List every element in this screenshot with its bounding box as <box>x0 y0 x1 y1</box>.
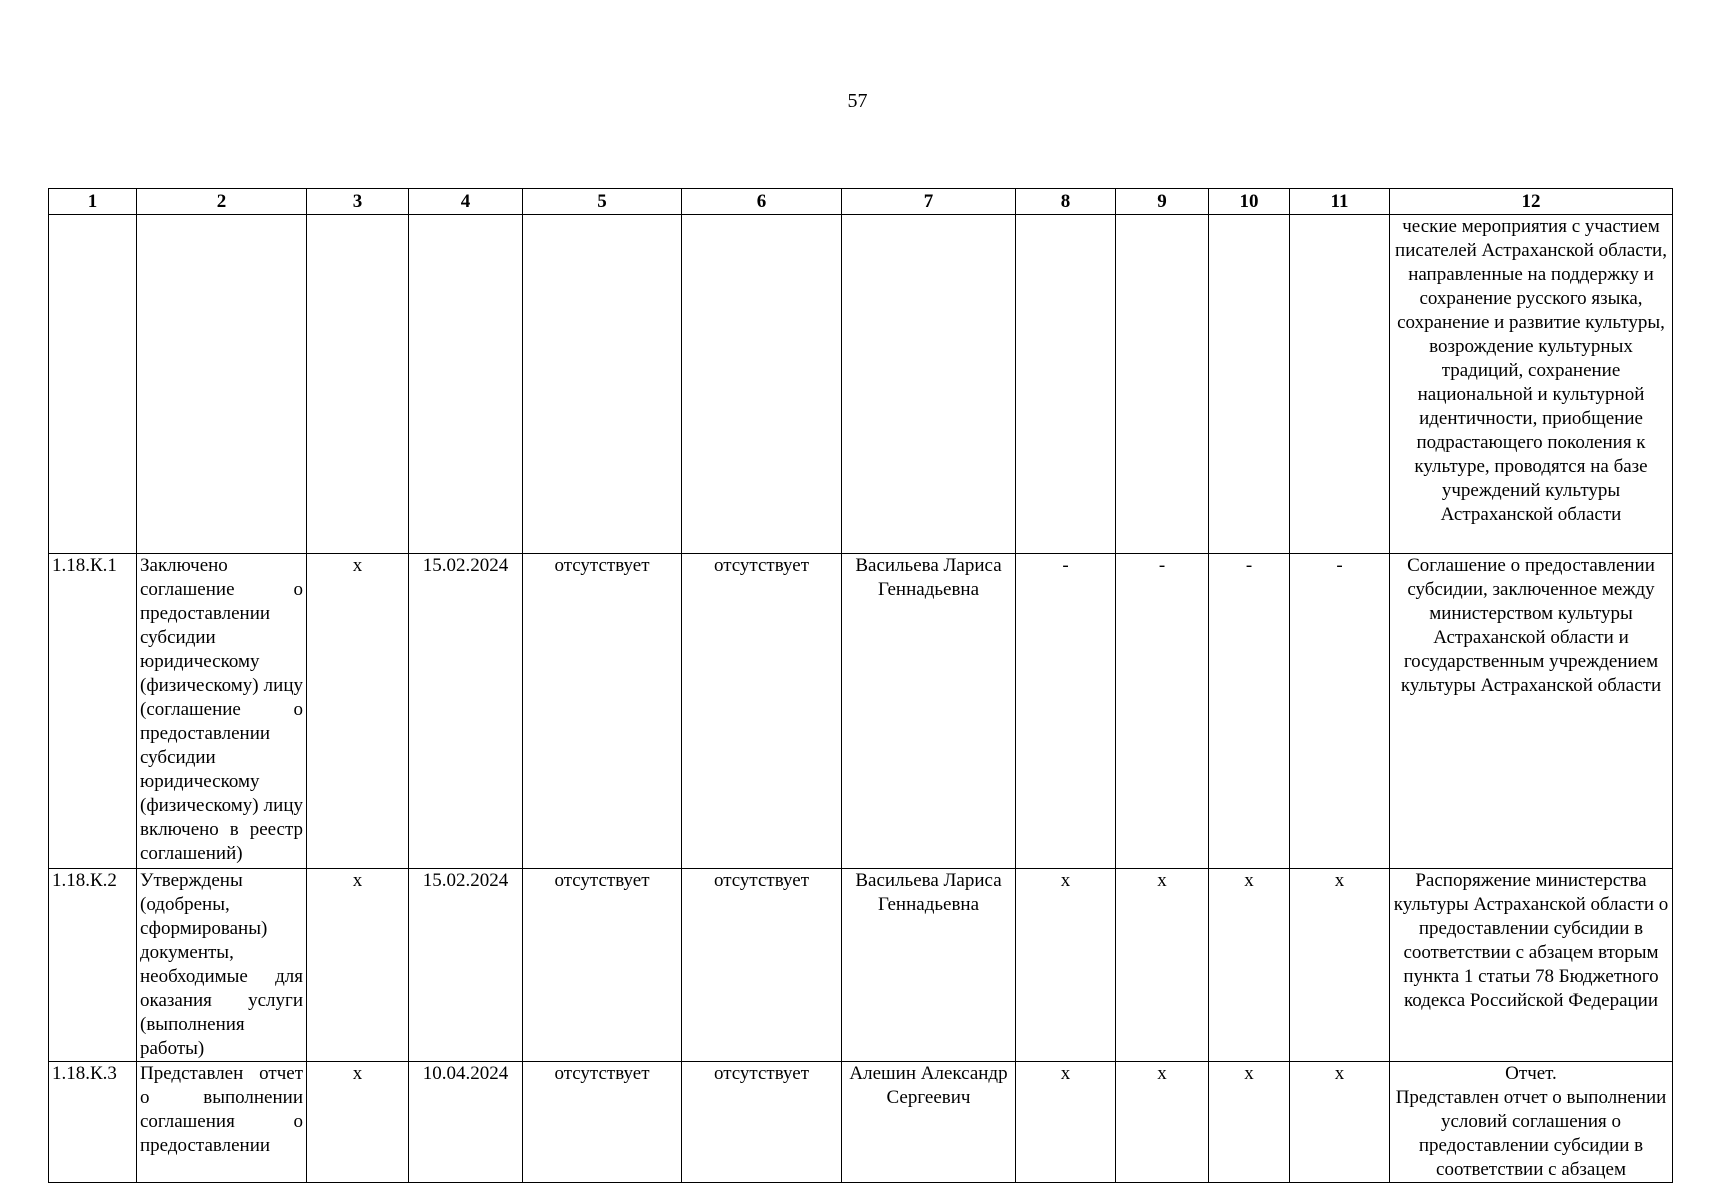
col9-cell <box>1116 215 1209 554</box>
col8-cell: - <box>1016 554 1116 869</box>
col5-cell: отсутствует <box>523 554 682 869</box>
column-header: 10 <box>1209 189 1290 215</box>
header-row <box>49 189 1673 215</box>
col3-cell: x <box>307 869 409 1062</box>
col11-cell: - <box>1290 554 1390 869</box>
col8-cell: x <box>1016 1062 1116 1183</box>
date-cell: 10.04.2024 <box>409 1062 523 1183</box>
result-cell: Соглашение о предоставлении субсидии, заключенное между министерством культуры Астраханской области и государственным учреждением культуры Астраханской области <box>1390 554 1673 869</box>
table-row <box>49 869 1673 1062</box>
column-header: 1 <box>49 189 137 215</box>
col3-cell: x <box>307 1062 409 1183</box>
table-row <box>49 554 1673 869</box>
column-header: 6 <box>682 189 842 215</box>
column-header: 12 <box>1390 189 1673 215</box>
row-id-cell: 1.18.К.1 <box>49 554 137 869</box>
responsible-cell: Васильева Лариса Геннадьевна <box>842 869 1016 1062</box>
row-id-cell: 1.18.К.3 <box>49 1062 137 1183</box>
col9-cell: x <box>1116 869 1209 1062</box>
result-cell: Отчет. Представлен отчет о выполнении условий соглашения о предоставлении субсидии в соответствии с абзацем <box>1390 1062 1673 1183</box>
column-header: 8 <box>1016 189 1116 215</box>
col11-cell: x <box>1290 1062 1390 1183</box>
table-row <box>49 215 1673 554</box>
table-row <box>49 1062 1673 1183</box>
row-id-cell <box>49 215 137 554</box>
responsible-cell: Алешин Александр Сергеевич <box>842 1062 1016 1183</box>
description-cell: Заключено соглашение о предоставлении субсидии юридическому (физическому) лицу (соглашение о предоставлении субсидии юридическому (физическому) лицу включено в реестр соглашений) <box>137 554 307 869</box>
col6-cell <box>682 215 842 554</box>
column-header: 11 <box>1290 189 1390 215</box>
col8-cell <box>1016 215 1116 554</box>
col6-cell: отсутствует <box>682 554 842 869</box>
column-header: 2 <box>137 189 307 215</box>
col8-cell: x <box>1016 869 1116 1062</box>
col6-cell: отсутствует <box>682 869 842 1062</box>
date-cell <box>409 215 523 554</box>
col6-cell: отсутствует <box>682 1062 842 1183</box>
col3-cell <box>307 215 409 554</box>
col3-cell: x <box>307 554 409 869</box>
column-header: 3 <box>307 189 409 215</box>
activity-table <box>48 188 1673 1183</box>
col5-cell: отсутствует <box>523 1062 682 1183</box>
page-number: 57 <box>847 90 868 112</box>
description-cell: Утверждены (одобрены, сформированы) документы, необходимые для оказания услуги (выполнения работы) <box>137 869 307 1062</box>
col5-cell <box>523 215 682 554</box>
date-cell: 15.02.2024 <box>409 869 523 1062</box>
col10-cell: - <box>1209 554 1290 869</box>
col10-cell <box>1209 215 1290 554</box>
col9-cell: - <box>1116 554 1209 869</box>
description-cell <box>137 215 307 554</box>
result-cell: ческие мероприятия с участием писателей Астраханской области, направленные на поддержку и сохранение русского языка, сохранение и развитие культуры, возрождение культурных традиций, сохранение национальной и культурной идентичности, приобщение подрастающего поколения к культуре, проводятся на базе учреждений культуры Астраханской области <box>1390 215 1673 554</box>
result-cell: Распоряжение министерства культуры Астраханской области о предоставлении субсидии в соответствии с абзацем вторым пункта 1 статьи 78 Бюджетного кодекса Российской Федерации <box>1390 869 1673 1062</box>
col11-cell: x <box>1290 869 1390 1062</box>
column-header: 4 <box>409 189 523 215</box>
date-cell: 15.02.2024 <box>409 554 523 869</box>
column-header: 9 <box>1116 189 1209 215</box>
column-header: 7 <box>842 189 1016 215</box>
col5-cell: отсутствует <box>523 869 682 1062</box>
col11-cell <box>1290 215 1390 554</box>
col9-cell: x <box>1116 1062 1209 1183</box>
description-cell: Представлен отчет о выполнении соглашения о предоставлении <box>137 1062 307 1183</box>
col10-cell: x <box>1209 869 1290 1062</box>
row-id-cell: 1.18.К.2 <box>49 869 137 1062</box>
col10-cell: x <box>1209 1062 1290 1183</box>
responsible-cell <box>842 215 1016 554</box>
responsible-cell: Васильева Лариса Геннадьевна <box>842 554 1016 869</box>
column-header: 5 <box>523 189 682 215</box>
